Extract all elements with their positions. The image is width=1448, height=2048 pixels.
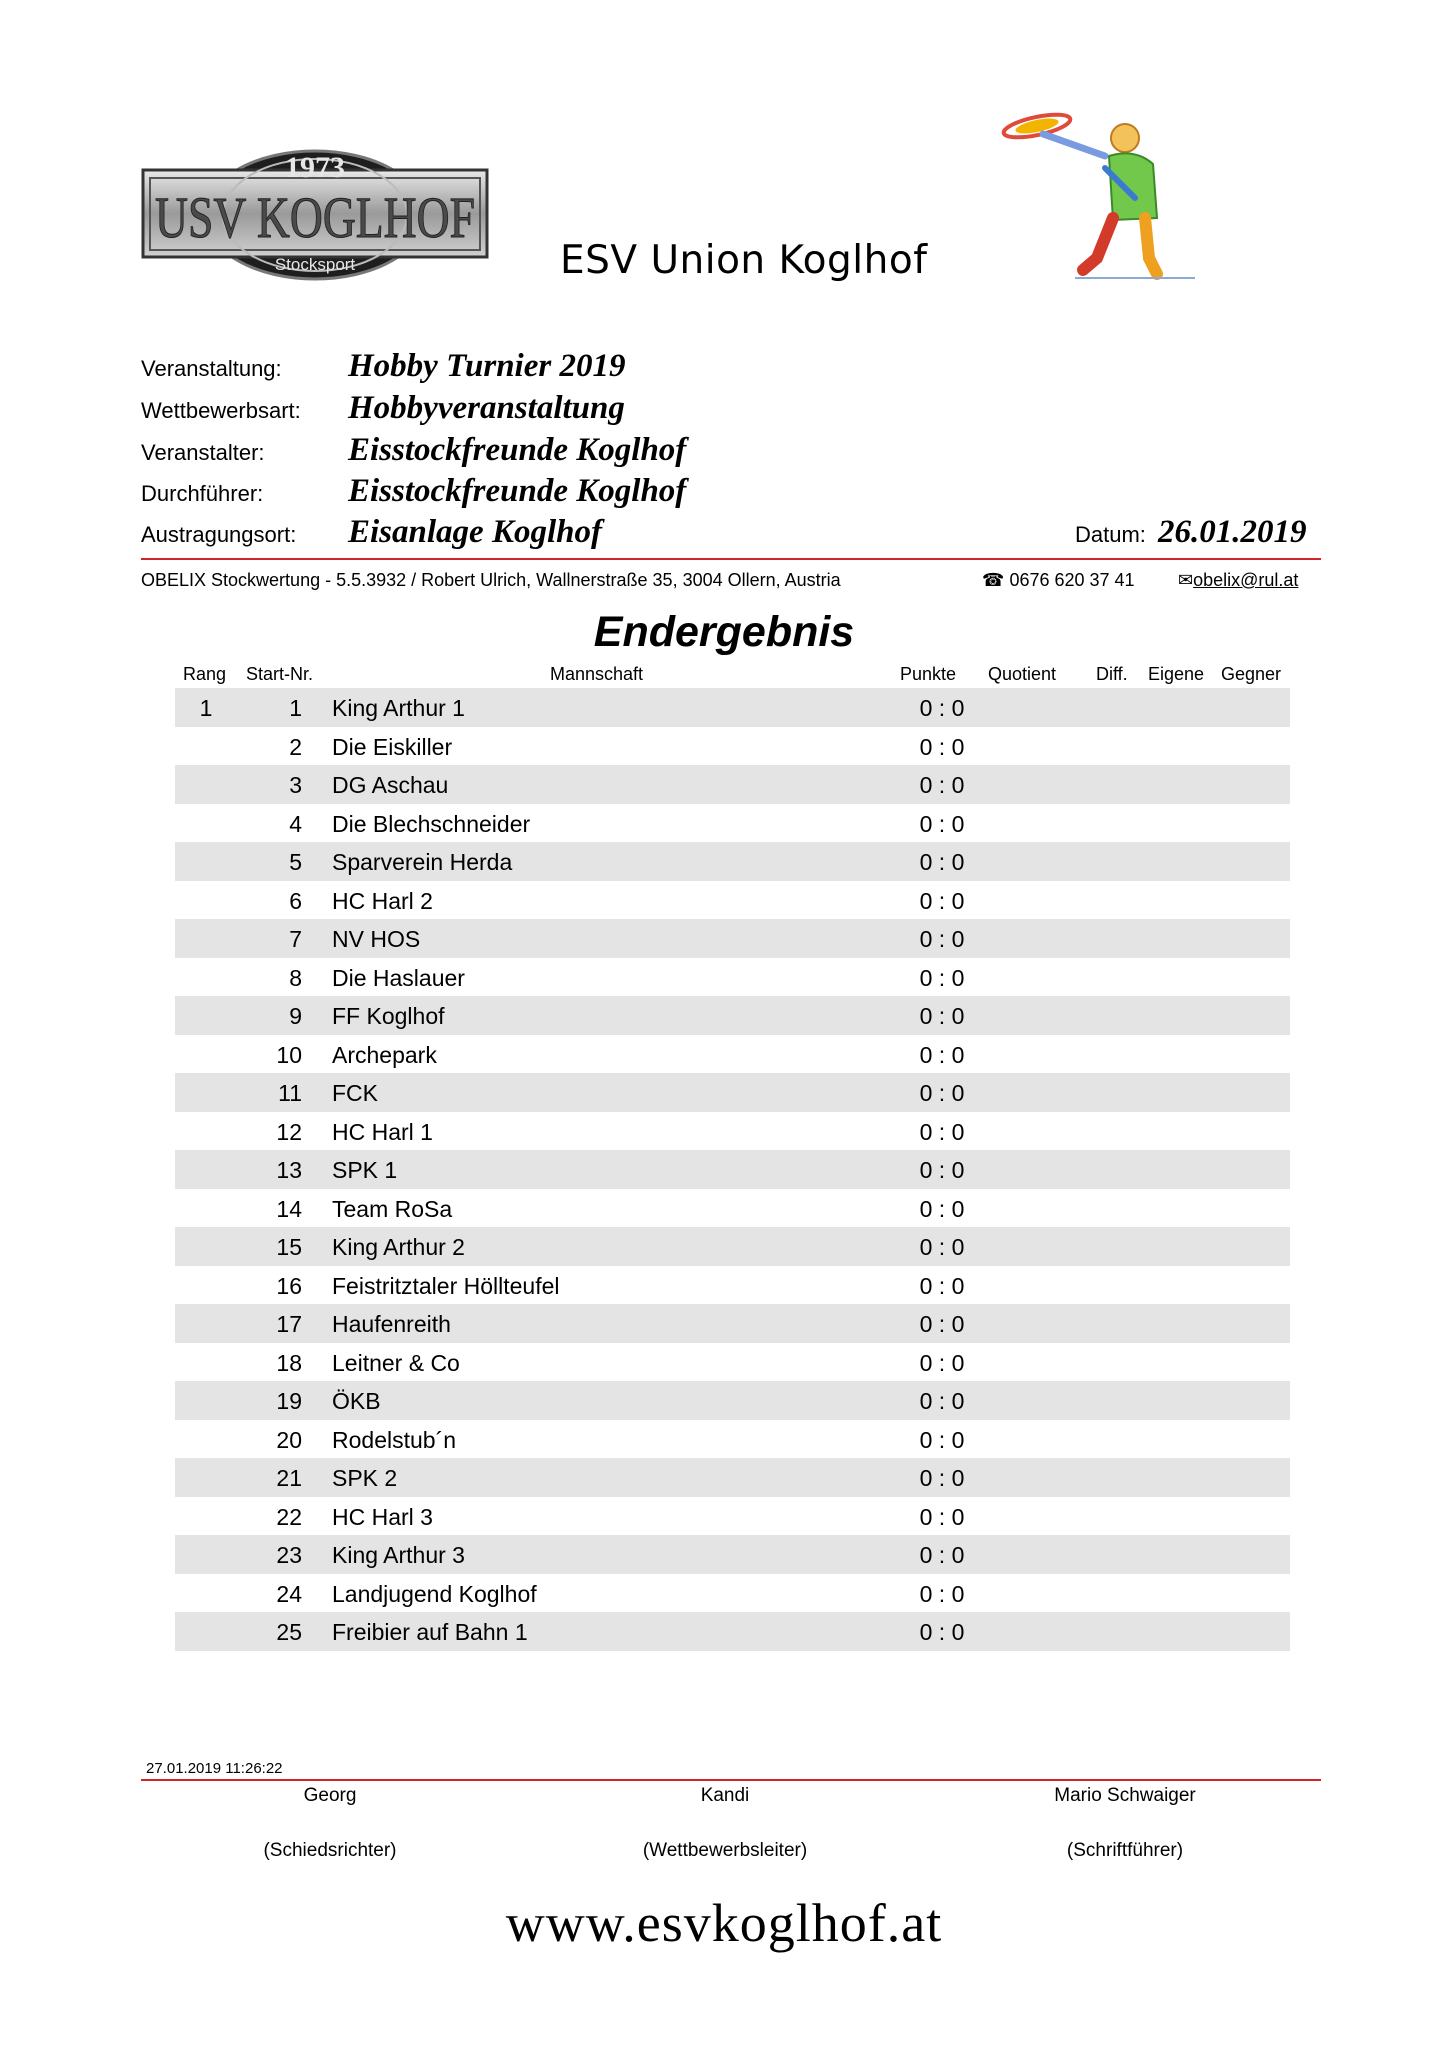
cell-start-nr: 5 — [289, 849, 302, 875]
cell-punkte: 0 : 0 — [919, 887, 965, 914]
cell-punkte: 0 : 0 — [919, 1234, 965, 1260]
signature-name-schriftfuehrer: Mario Schwaiger — [1054, 1785, 1196, 1806]
page-title: Endergebnis — [593, 608, 855, 656]
table-row — [175, 727, 1290, 766]
table-row — [175, 1381, 1290, 1420]
cell-start-nr: 19 — [276, 1388, 302, 1414]
cell-mannschaft: King Arthur 3 — [332, 1542, 465, 1568]
cell-mannschaft: Landjugend Koglhof — [332, 1580, 537, 1607]
logo-name: USV KOGLHOF — [155, 185, 475, 250]
cell-start-nr: 14 — [276, 1195, 302, 1222]
cell-mannschaft: Sparverein Herda — [332, 849, 513, 875]
header-start-nr: Start-Nr. — [246, 664, 314, 684]
cell-mannschaft: HC Harl 3 — [332, 1503, 433, 1530]
footer-divider — [141, 1779, 1321, 1781]
table-row — [175, 1612, 1290, 1651]
table-row — [175, 881, 1290, 920]
phone-number: 0676 620 37 41 — [1009, 570, 1135, 590]
email-link[interactable]: obelix@rul.at — [1193, 570, 1299, 590]
header-quotient: Quotient — [988, 664, 1057, 684]
cell-start-nr: 6 — [289, 887, 302, 914]
date-label: Datum: — [1075, 522, 1146, 547]
usv-koglhof-logo — [140, 145, 490, 285]
cell-mannschaft: Haufenreith — [332, 1311, 451, 1337]
curling-player-icon — [985, 108, 1205, 283]
print-timestamp: 27.01.2019 11:26:22 — [146, 1760, 283, 1777]
cell-start-nr: 7 — [289, 926, 302, 952]
cell-punkte: 0 : 0 — [919, 1041, 965, 1068]
cell-start-nr: 22 — [276, 1503, 302, 1530]
table-row — [175, 1304, 1290, 1343]
cell-mannschaft: Leitner & Co — [332, 1349, 460, 1376]
cell-mannschaft: HC Harl 2 — [332, 887, 433, 914]
cell-punkte: 0 : 0 — [919, 1195, 965, 1222]
logo-subtitle: Stocksport — [274, 255, 356, 274]
header-gegner: Gegner — [1221, 664, 1282, 684]
info-label-austragungsort: Austragungsort: — [141, 522, 297, 547]
table-header — [175, 660, 1290, 688]
cell-start-nr: 10 — [276, 1041, 302, 1068]
cell-punkte: 0 : 0 — [919, 772, 965, 798]
cell-punkte: 0 : 0 — [919, 1503, 965, 1530]
header-eigene: Eigene — [1148, 664, 1205, 684]
table-row — [175, 1535, 1290, 1574]
table-row — [175, 1420, 1290, 1459]
table-row — [175, 996, 1290, 1035]
info-label-veranstaltung: Veranstaltung: — [141, 356, 282, 381]
logo-year: 1973 — [285, 151, 345, 184]
cell-punkte: 0 : 0 — [919, 1349, 965, 1376]
cell-punkte: 0 : 0 — [919, 1388, 965, 1414]
phone-contact — [982, 570, 1135, 591]
cell-mannschaft: SPK 1 — [332, 1157, 398, 1183]
cell-mannschaft: Die Haslauer — [332, 964, 465, 991]
info-label-wettbewerbsart: Wettbewerbsart: — [141, 398, 301, 423]
info-value-veranstalter: Eisstockfreunde Koglhof — [348, 432, 687, 468]
cell-start-nr: 3 — [289, 772, 302, 798]
date-value: 26.01.2019 — [1158, 514, 1307, 550]
cell-mannschaft: King Arthur 2 — [332, 1234, 465, 1260]
cell-start-nr: 17 — [276, 1311, 302, 1337]
cell-mannschaft: HC Harl 1 — [332, 1118, 433, 1145]
cell-mannschaft: Feistritztaler Höllteufel — [332, 1272, 560, 1299]
cell-mannschaft: Die Blechschneider — [332, 810, 531, 837]
cell-punkte: 0 : 0 — [919, 1542, 965, 1568]
table-row — [175, 1497, 1290, 1536]
cell-start-nr: 25 — [276, 1619, 302, 1645]
cell-mannschaft: King Arthur 1 — [332, 695, 465, 721]
cell-punkte: 0 : 0 — [919, 1118, 965, 1145]
info-value-wettbewerbsart: Hobbyveranstaltung — [348, 390, 625, 426]
cell-punkte: 0 : 0 — [919, 810, 965, 837]
cell-punkte: 0 : 0 — [919, 695, 965, 721]
table-row — [175, 1458, 1290, 1497]
cell-mannschaft: NV HOS — [332, 926, 421, 952]
cell-mannschaft: Rodelstub´n — [332, 1426, 457, 1453]
envelope-icon: ✉ — [1178, 570, 1194, 590]
table-row — [175, 1189, 1290, 1228]
signature-role-schiedsrichter: (Schiedsrichter) — [263, 1840, 397, 1861]
cell-start-nr: 13 — [276, 1157, 302, 1183]
cell-mannschaft: Freibier auf Bahn 1 — [332, 1619, 528, 1645]
cell-mannschaft: DG Aschau — [332, 772, 449, 798]
table-row — [175, 1343, 1290, 1382]
cell-punkte: 0 : 0 — [919, 1426, 965, 1453]
cell-start-nr: 1 — [289, 695, 302, 721]
cell-mannschaft: Team RoSa — [332, 1195, 453, 1222]
cell-mannschaft: Die Eiskiller — [332, 733, 453, 760]
cell-punkte: 0 : 0 — [919, 926, 965, 952]
info-label-veranstalter: Veranstalter: — [141, 440, 265, 465]
info-label-durchfuehrer: Durchführer: — [141, 481, 264, 506]
header-divider — [141, 558, 1321, 560]
cell-mannschaft: FCK — [332, 1080, 378, 1106]
table-row — [175, 1073, 1290, 1112]
cell-punkte: 0 : 0 — [919, 1003, 965, 1029]
cell-punkte: 0 : 0 — [919, 1272, 965, 1299]
signature-role-wettbewerbsleiter: (Wettbewerbsleiter) — [642, 1840, 808, 1861]
cell-start-nr: 4 — [289, 810, 302, 837]
table-row — [175, 919, 1290, 958]
website-url: www.esvkoglhof.at — [505, 1893, 943, 1953]
cell-start-nr: 18 — [276, 1349, 302, 1376]
info-value-veranstaltung: Hobby Turnier 2019 — [348, 348, 626, 384]
cell-start-nr: 20 — [276, 1426, 302, 1453]
cell-start-nr: 24 — [276, 1580, 302, 1607]
table-row — [175, 804, 1290, 843]
cell-start-nr: 12 — [276, 1118, 302, 1145]
signature-name-wettbewerbsleiter: Kandi — [700, 1785, 750, 1806]
cell-punkte: 0 : 0 — [919, 733, 965, 760]
cell-start-nr: 21 — [276, 1465, 302, 1491]
cell-punkte: 0 : 0 — [919, 1619, 965, 1645]
cell-mannschaft: FF Koglhof — [332, 1003, 445, 1029]
table-row — [175, 1035, 1290, 1074]
cell-punkte: 0 : 0 — [919, 1311, 965, 1337]
signature-role-schriftfuehrer: (Schriftführer) — [1066, 1840, 1184, 1861]
info-value-durchfuehrer: Eisstockfreunde Koglhof — [348, 473, 687, 509]
table-row — [175, 1266, 1290, 1305]
header-punkte: Punkte — [900, 664, 957, 684]
cell-start-nr: 9 — [289, 1003, 302, 1029]
software-line: OBELIX Stockwertung - 5.5.3932 / Robert Ulrich, Wallnerstraße 35, 3004 Ollern, Austria — [141, 570, 841, 590]
table-row — [175, 958, 1290, 997]
header-rang: Rang — [183, 664, 227, 684]
table-body — [175, 688, 1290, 1651]
cell-start-nr: 15 — [276, 1234, 302, 1260]
cell-mannschaft: Archepark — [332, 1041, 437, 1068]
table-row — [175, 688, 1290, 727]
cell-start-nr: 8 — [289, 964, 302, 991]
cell-start-nr: 16 — [276, 1272, 302, 1299]
info-value-austragungsort: Eisanlage Koglhof — [348, 514, 602, 550]
phone-icon: ☎ — [982, 570, 1005, 590]
signature-name-schiedsrichter: Georg — [303, 1785, 357, 1806]
header-mannschaft: Mannschaft — [550, 664, 644, 684]
cell-start-nr: 23 — [276, 1542, 302, 1568]
cell-punkte: 0 : 0 — [919, 1157, 965, 1183]
table-row — [175, 1112, 1290, 1151]
table-row — [175, 1150, 1290, 1189]
cell-start-nr: 2 — [289, 733, 302, 760]
cell-mannschaft: SPK 2 — [332, 1465, 398, 1491]
cell-start-nr: 11 — [278, 1080, 302, 1106]
header-diff: Diff. — [1096, 664, 1128, 684]
table-row — [175, 842, 1290, 881]
results-table — [175, 660, 1290, 1651]
cell-mannschaft: ÖKB — [332, 1388, 381, 1414]
club-name: ESV Union Koglhof — [560, 238, 928, 283]
cell-punkte: 0 : 0 — [919, 964, 965, 991]
cell-punkte: 0 : 0 — [919, 1580, 965, 1607]
cell-rang: 1 — [199, 695, 213, 721]
table-row — [175, 1574, 1290, 1613]
table-row — [175, 1227, 1290, 1266]
cell-punkte: 0 : 0 — [919, 1080, 965, 1106]
cell-punkte: 0 : 0 — [919, 1465, 965, 1491]
cell-punkte: 0 : 0 — [919, 849, 965, 875]
email-contact — [1178, 570, 1298, 591]
table-row — [175, 765, 1290, 804]
